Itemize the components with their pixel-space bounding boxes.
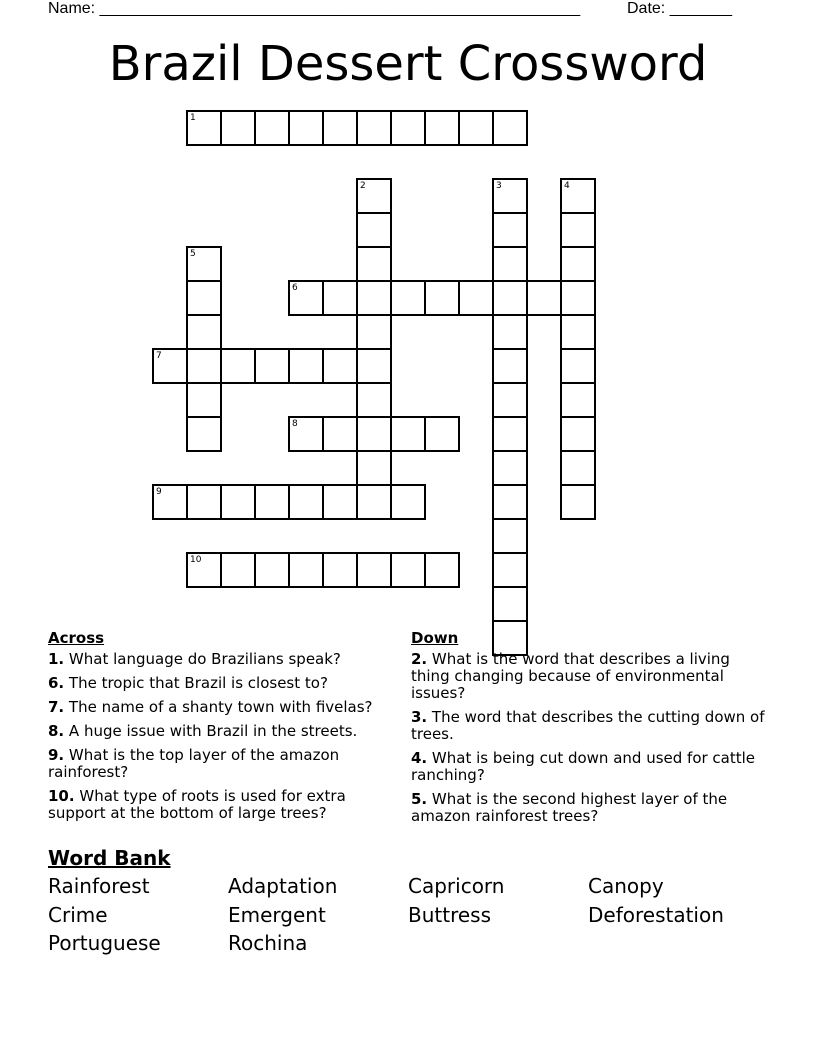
clue-number: 7. xyxy=(48,698,65,716)
grid-cell[interactable] xyxy=(356,416,392,452)
down-clues xyxy=(411,630,771,832)
clue-number: 1. xyxy=(48,650,65,668)
clue-number: 8. xyxy=(48,722,65,740)
grid-cell[interactable] xyxy=(356,314,392,350)
cell-number: 5 xyxy=(190,249,196,259)
grid-cell[interactable] xyxy=(390,484,426,520)
grid-cell[interactable] xyxy=(254,110,290,146)
clue-number: 9. xyxy=(48,746,65,764)
across-clues xyxy=(48,630,398,829)
clue-number: 10. xyxy=(48,787,75,805)
grid-cell[interactable] xyxy=(560,212,596,248)
grid-cell[interactable] xyxy=(492,348,528,384)
grid-cell[interactable] xyxy=(560,246,596,282)
grid-cell[interactable] xyxy=(560,382,596,418)
grid-cell[interactable] xyxy=(288,552,324,588)
word-bank-word: Rainforest xyxy=(48,874,150,898)
grid-cell[interactable] xyxy=(424,416,460,452)
grid-cell[interactable] xyxy=(458,110,494,146)
across-clue xyxy=(48,747,398,781)
word-bank-word: Crime xyxy=(48,902,108,927)
grid-cell[interactable] xyxy=(492,416,528,452)
across-clue xyxy=(48,651,398,668)
grid-cell[interactable] xyxy=(322,110,358,146)
grid-cell[interactable] xyxy=(356,348,392,384)
across-clue xyxy=(48,788,398,822)
down-clue xyxy=(411,709,771,743)
name-field-label: Name: ______________________________________________________ xyxy=(48,0,581,17)
word-bank-title: Word Bank xyxy=(48,846,171,870)
clue-text: What is being cut down and used for cattle ranching? xyxy=(411,749,756,784)
grid-cell[interactable] xyxy=(356,484,392,520)
word-bank-word: Buttress xyxy=(408,902,492,927)
clue-text: A huge issue with Brazil in the streets. xyxy=(68,722,358,740)
word-bank-word: Canopy xyxy=(588,874,664,898)
grid-cell[interactable] xyxy=(560,484,596,520)
across-clue xyxy=(48,675,398,692)
clue-number: 6. xyxy=(48,674,65,692)
grid-cell[interactable] xyxy=(356,110,392,146)
clue-text: The word that describes the cutting down of trees. xyxy=(411,708,765,743)
grid-cell[interactable] xyxy=(560,280,596,316)
clue-number: 3. xyxy=(411,708,428,726)
down-clue xyxy=(411,750,771,784)
clue-text: What language do Brazilians speak? xyxy=(68,650,341,668)
grid-cell[interactable] xyxy=(322,484,358,520)
across-heading: Across xyxy=(48,629,105,647)
grid-cell[interactable] xyxy=(492,552,528,588)
grid-cell[interactable] xyxy=(288,280,324,316)
grid-cell[interactable] xyxy=(186,110,222,146)
grid-cell[interactable] xyxy=(322,552,358,588)
grid-cell[interactable] xyxy=(492,450,528,486)
down-clue xyxy=(411,791,771,825)
grid-cell[interactable] xyxy=(220,348,256,384)
word-bank-word: Adaptation xyxy=(228,874,338,898)
grid-cell[interactable] xyxy=(186,552,222,588)
down-heading: Down xyxy=(411,629,459,647)
grid-cell[interactable] xyxy=(356,212,392,248)
grid-cell[interactable] xyxy=(424,110,460,146)
clue-text: The tropic that Brazil is closest to? xyxy=(68,674,328,692)
grid-cell[interactable] xyxy=(492,178,528,214)
cell-number: 10 xyxy=(190,555,202,565)
grid-cell[interactable] xyxy=(186,246,222,282)
down-clue xyxy=(411,651,771,702)
grid-cell[interactable] xyxy=(424,552,460,588)
across-clue xyxy=(48,723,398,740)
grid-cell[interactable] xyxy=(356,450,392,486)
date-field-label: Date: _______ xyxy=(627,0,732,17)
clue-text: What is the second highest layer of the amazon rainforest trees? xyxy=(411,790,728,825)
grid-cell[interactable] xyxy=(356,552,392,588)
grid-cell[interactable] xyxy=(322,416,358,452)
grid-cell[interactable] xyxy=(152,348,188,384)
grid-cell[interactable] xyxy=(560,348,596,384)
grid-cell[interactable] xyxy=(356,246,392,282)
grid-cell[interactable] xyxy=(356,382,392,418)
grid-cell[interactable] xyxy=(492,110,528,146)
grid-cell[interactable] xyxy=(288,416,324,452)
word-bank-word: Portuguese xyxy=(48,931,161,955)
grid-cell[interactable] xyxy=(356,280,392,316)
grid-cell[interactable] xyxy=(322,280,358,316)
cell-number: 9 xyxy=(156,487,162,497)
grid-cell[interactable] xyxy=(288,348,324,384)
grid-cell[interactable] xyxy=(220,110,256,146)
grid-cell[interactable] xyxy=(288,484,324,520)
clue-number: 4. xyxy=(411,749,428,767)
cell-number: 8 xyxy=(292,419,298,429)
grid-cell[interactable] xyxy=(220,484,256,520)
cell-number: 1 xyxy=(190,113,196,123)
grid-cell[interactable] xyxy=(186,416,222,452)
grid-cell[interactable] xyxy=(254,552,290,588)
clue-text: What is the word that describes a living thing changing because of environmental issues? xyxy=(411,650,730,702)
grid-cell[interactable] xyxy=(356,178,392,214)
cell-number: 7 xyxy=(156,351,162,361)
grid-cell[interactable] xyxy=(560,178,596,214)
grid-cell[interactable] xyxy=(492,246,528,282)
grid-cell[interactable] xyxy=(254,484,290,520)
grid-cell[interactable] xyxy=(492,586,528,622)
clue-text: What type of roots is used for extra support at the bottom of large trees? xyxy=(48,787,346,822)
clue-number: 5. xyxy=(411,790,428,808)
grid-cell[interactable] xyxy=(288,110,324,146)
grid-cell[interactable] xyxy=(560,314,596,350)
grid-cell[interactable] xyxy=(560,416,596,452)
grid-cell[interactable] xyxy=(492,382,528,418)
grid-cell[interactable] xyxy=(186,348,222,384)
grid-cell[interactable] xyxy=(424,280,460,316)
grid-cell[interactable] xyxy=(186,314,222,350)
grid-cell[interactable] xyxy=(492,484,528,520)
across-clue xyxy=(48,699,398,716)
word-bank-word: Deforestation xyxy=(588,902,724,927)
cell-number: 6 xyxy=(292,283,298,293)
grid-cell[interactable] xyxy=(186,484,222,520)
cell-number: 2 xyxy=(360,181,366,191)
grid-cell[interactable] xyxy=(220,552,256,588)
clue-text: What is the top layer of the amazon rainforest? xyxy=(48,746,340,781)
grid-cell[interactable] xyxy=(492,280,528,316)
grid-cell[interactable] xyxy=(186,382,222,418)
grid-cell[interactable] xyxy=(152,484,188,520)
cell-number: 3 xyxy=(496,181,502,191)
clue-text: The name of a shanty town with fivelas? xyxy=(68,698,373,716)
grid-cell[interactable] xyxy=(492,212,528,248)
grid-cell[interactable] xyxy=(322,348,358,384)
word-bank-word: Rochina xyxy=(228,931,308,955)
page-title: Brazil Dessert Crossword xyxy=(108,36,708,92)
grid-cell[interactable] xyxy=(186,280,222,316)
word-bank-word: Capricorn xyxy=(408,874,505,898)
grid-cell[interactable] xyxy=(526,280,562,316)
grid-cell[interactable] xyxy=(492,314,528,350)
grid-cell[interactable] xyxy=(492,518,528,554)
grid-cell[interactable] xyxy=(458,280,494,316)
grid-cell[interactable] xyxy=(390,110,426,146)
grid-cell[interactable] xyxy=(390,280,426,316)
clue-number: 2. xyxy=(411,650,428,668)
grid-cell[interactable] xyxy=(560,450,596,486)
grid-cell[interactable] xyxy=(390,416,426,452)
word-bank-word: Emergent xyxy=(228,902,326,927)
grid-cell[interactable] xyxy=(390,552,426,588)
cell-number: 4 xyxy=(564,181,570,191)
grid-cell[interactable] xyxy=(254,348,290,384)
